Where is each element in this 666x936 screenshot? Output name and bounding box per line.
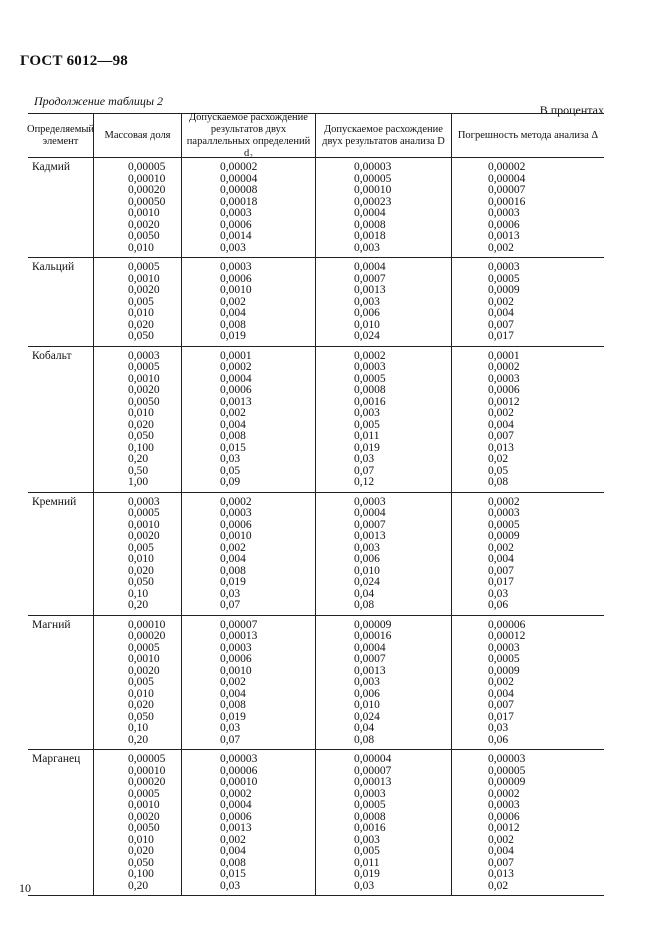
value-cell: 0,0013 [354, 284, 386, 296]
value-cell: 0,007 [488, 318, 514, 331]
delta-column [452, 493, 604, 615]
value-cell: 0,019 [354, 868, 380, 880]
element-name: Кадмий [28, 158, 94, 257]
value-cell: 0,0012 [488, 822, 520, 834]
value-cell: 0,0002 [220, 361, 252, 373]
value-cell: 0,06 [488, 599, 509, 611]
value-cell: 0,00020 [128, 776, 166, 788]
value-cell: 0,0020 [128, 384, 160, 396]
value-cell: 0,0006 [488, 218, 520, 231]
value-cell: 0,003 [354, 676, 380, 688]
value-cell: 0,00007 [220, 618, 258, 631]
value-cell: 0,015 [220, 441, 246, 454]
value-cell: 0,07 [220, 733, 241, 746]
value-cell: 0,013 [488, 868, 514, 880]
header-delta: Погрешность метода анализа Δ [457, 129, 599, 141]
value-cell: 0,03 [220, 879, 241, 892]
value-cell: 0,015 [220, 868, 246, 880]
value-cell: 0,00018 [220, 195, 258, 208]
value-cell: 0,002 [220, 295, 246, 308]
value-cell: 0,0004 [354, 207, 386, 219]
value-cell: 0,00002 [220, 161, 258, 173]
value-cell: 0,02 [488, 453, 509, 465]
value-cell: 0,004 [488, 687, 514, 700]
value-cell: 0,00010 [128, 172, 166, 185]
value-cell: 0,010 [128, 553, 154, 565]
value-cell: 0,005 [128, 676, 154, 688]
value-cell: 0,100 [128, 868, 154, 880]
value-cell: 0,0004 [220, 372, 252, 385]
value-cell: 0,0003 [488, 799, 520, 811]
value-cell: 0,017 [488, 576, 514, 588]
value-cell: 0,017 [488, 710, 514, 723]
value-cell: 0,0006 [220, 384, 252, 396]
value-cell: 0,0006 [488, 810, 520, 823]
value-cell: 0,002 [488, 676, 514, 688]
value-cell: 0,0003 [128, 349, 160, 362]
d2-column [182, 158, 316, 257]
d2-column [182, 347, 316, 492]
value-cell: 0,00007 [488, 184, 526, 196]
value-cell: 0,008 [220, 564, 246, 577]
value-cell: 0,010 [354, 564, 380, 577]
value-cell: 0,0013 [220, 395, 252, 408]
D-column [316, 750, 452, 895]
value-cell: 0,00013 [220, 630, 258, 642]
page-number: 10 [19, 881, 31, 895]
value-cell: 0,0008 [354, 218, 386, 231]
value-cell: 0,0003 [488, 261, 520, 273]
value-cell: 0,020 [128, 699, 154, 711]
value-cell: 0,0005 [488, 518, 520, 531]
value-cell: 0,0006 [220, 653, 252, 665]
value-cell: 0,0003 [354, 787, 386, 800]
value-cell: 0,002 [220, 407, 246, 419]
value-cell: 0,0003 [488, 507, 520, 519]
value-cell: 0,0016 [354, 822, 386, 834]
value-cell: 0,20 [128, 733, 149, 746]
value-cell: 0,0007 [354, 518, 386, 531]
fraction-column [94, 750, 182, 895]
value-cell: 0,00003 [488, 753, 526, 765]
value-cell: 0,0050 [128, 395, 160, 408]
value-cell: 0,019 [220, 576, 246, 588]
value-cell: 0,00020 [128, 630, 166, 642]
value-cell: 0,00013 [354, 776, 392, 788]
value-cell: 0,00007 [354, 764, 392, 777]
value-cell: 0,00005 [128, 161, 166, 173]
value-cell: 0,0003 [354, 495, 386, 508]
value-cell: 0,0005 [128, 641, 160, 654]
value-cell: 0,010 [128, 687, 154, 700]
value-cell: 0,005 [128, 295, 154, 308]
value-cell: 0,020 [128, 845, 154, 857]
value-cell: 0,0012 [488, 395, 520, 408]
value-cell: 0,0010 [128, 653, 160, 665]
value-cell: 0,00010 [128, 618, 166, 631]
element-name: Марганец [28, 750, 94, 895]
value-cell: 0,20 [128, 453, 149, 465]
value-cell: 0,0003 [220, 207, 252, 219]
value-cell: 0,05 [220, 464, 241, 477]
value-cell: 0,0003 [488, 207, 520, 219]
value-cell: 0,008 [220, 856, 246, 869]
value-cell: 0,0003 [220, 261, 252, 273]
element-group-row [28, 347, 604, 493]
value-cell: 0,0020 [128, 810, 160, 823]
element-group-row [28, 258, 604, 347]
value-cell: 0,00006 [220, 764, 258, 777]
value-cell: 0,0013 [220, 822, 252, 834]
D-column [316, 493, 452, 615]
value-cell: 0,00005 [354, 172, 392, 185]
value-cell: 0,004 [220, 307, 246, 319]
value-cell: 0,0004 [220, 799, 252, 811]
value-cell: 0,003 [354, 541, 380, 554]
value-cell: 0,004 [220, 418, 246, 431]
d2-column [182, 750, 316, 895]
value-cell: 0,03 [354, 879, 375, 892]
value-cell: 0,0005 [354, 799, 386, 811]
value-cell: 0,0003 [354, 361, 386, 373]
value-cell: 0,03 [220, 722, 241, 734]
value-cell: 0,00010 [128, 764, 166, 777]
value-cell: 0,0006 [220, 810, 252, 823]
delta-column [452, 158, 604, 257]
delta-column [452, 616, 604, 750]
table-body [28, 158, 604, 896]
element-name: Магний [28, 616, 94, 750]
value-cell: 0,003 [354, 833, 380, 846]
value-cell: 0,0002 [220, 495, 252, 508]
value-cell: 0,0002 [488, 787, 520, 800]
value-cell: 0,004 [488, 553, 514, 565]
value-cell: 1,00 [128, 476, 149, 488]
table-header-row [26, 111, 604, 159]
element-name: Кобальт [28, 347, 94, 492]
value-cell: 0,00005 [488, 764, 526, 777]
header-D: Допускаемое расхождение двух результатов анализа D [316, 114, 452, 157]
value-cell: 0,004 [488, 845, 514, 857]
value-cell: 0,011 [354, 430, 380, 442]
value-cell: 0,0005 [128, 261, 160, 273]
value-cell: 0,00003 [220, 753, 258, 765]
header-mass-fraction: Массовая доля [94, 114, 182, 157]
value-cell: 0,0010 [128, 272, 160, 285]
value-cell: 0,0006 [220, 218, 252, 231]
value-cell: 0,0002 [488, 361, 520, 373]
value-cell: 0,005 [128, 541, 154, 554]
value-cell: 0,050 [128, 710, 154, 723]
units-note: В процентах [539, 103, 604, 117]
value-cell: 0,100 [128, 441, 154, 454]
value-cell: 0,0010 [220, 530, 252, 542]
value-cell: 0,0003 [488, 372, 520, 385]
value-cell: 0,020 [128, 418, 154, 431]
value-cell: 0,0005 [128, 787, 160, 800]
d2-column [182, 616, 316, 750]
value-cell: 0,0014 [220, 230, 252, 242]
value-cell: 0,050 [128, 576, 154, 588]
value-cell: 0,0020 [128, 530, 160, 542]
value-cell: 0,0010 [128, 372, 160, 385]
value-cell: 0,0020 [128, 218, 160, 231]
value-cell: 0,002 [220, 833, 246, 846]
value-cell: 0,0009 [488, 530, 520, 542]
value-cell: 0,006 [354, 553, 380, 565]
value-cell: 0,00006 [488, 618, 526, 631]
value-cell: 0,00010 [354, 184, 392, 196]
value-cell: 0,00002 [488, 161, 526, 173]
value-cell: 0,12 [354, 476, 375, 488]
delta-column [452, 750, 604, 895]
value-cell: 0,08 [354, 733, 375, 746]
value-cell: 0,0020 [128, 664, 160, 677]
value-cell: 0,024 [354, 576, 380, 588]
value-cell: 0,024 [354, 710, 380, 723]
value-cell: 0,0010 [128, 799, 160, 811]
value-cell: 0,007 [488, 430, 514, 442]
D-column [316, 616, 452, 750]
value-cell: 0,0004 [354, 507, 386, 519]
value-cell: 0,03 [220, 453, 241, 465]
value-cell: 0,04 [354, 722, 375, 734]
element-group-row [28, 616, 604, 751]
value-cell: 0,00008 [220, 184, 258, 196]
value-cell: 0,002 [488, 241, 514, 254]
value-cell: 0,019 [220, 330, 246, 342]
D-column [316, 347, 452, 492]
value-cell: 0,003 [220, 241, 246, 254]
value-cell: 0,00010 [220, 776, 258, 788]
value-cell: 0,03 [488, 587, 509, 600]
D-column [316, 258, 452, 346]
value-cell: 0,0002 [220, 787, 252, 800]
value-cell: 0,020 [128, 564, 154, 577]
value-cell: 0,00009 [488, 776, 526, 788]
element-name: Кальций [28, 258, 94, 346]
table-continuation-caption: Продолжение таблицы 2 [34, 94, 164, 108]
value-cell: 0,002 [220, 676, 246, 688]
value-cell: 0,010 [128, 833, 154, 846]
data-table [28, 113, 604, 896]
value-cell: 0,0013 [354, 664, 386, 677]
value-cell: 0,003 [354, 241, 380, 254]
value-cell: 0,00003 [354, 161, 392, 173]
value-cell: 0,006 [354, 687, 380, 700]
value-cell: 0,011 [354, 856, 380, 869]
value-cell: 0,09 [220, 476, 241, 488]
value-cell: 0,00009 [354, 618, 392, 631]
value-cell: 0,007 [488, 856, 514, 869]
value-cell: 0,00004 [220, 172, 258, 185]
value-cell: 0,0001 [488, 349, 520, 362]
fraction-column [94, 616, 182, 750]
value-cell: 0,024 [354, 330, 380, 342]
value-cell: 0,0020 [128, 284, 160, 296]
value-cell: 0,00023 [354, 195, 392, 208]
D-column [316, 158, 452, 257]
value-cell: 0,0013 [488, 230, 520, 242]
value-cell: 0,020 [128, 318, 154, 331]
value-cell: 0,03 [488, 722, 509, 734]
fraction-column [94, 258, 182, 346]
value-cell: 0,0003 [128, 495, 160, 508]
value-cell: 0,0005 [488, 272, 520, 285]
value-cell: 0,0007 [354, 272, 386, 285]
d2-column [182, 258, 316, 346]
value-cell: 0,0005 [488, 653, 520, 665]
value-cell: 0,0050 [128, 230, 160, 242]
value-cell: 0,010 [128, 307, 154, 319]
value-cell: 0,0010 [220, 284, 252, 296]
value-cell: 0,019 [220, 710, 246, 723]
value-cell: 0,0018 [354, 230, 386, 242]
value-cell: 0,010 [354, 699, 380, 711]
value-cell: 0,03 [354, 453, 375, 465]
value-cell: 0,003 [354, 295, 380, 308]
value-cell: 0,0009 [488, 284, 520, 296]
value-cell: 0,0008 [354, 384, 386, 396]
value-cell: 0,0003 [220, 641, 252, 654]
value-cell: 0,00012 [488, 630, 526, 642]
value-cell: 0,00016 [488, 195, 526, 208]
value-cell: 0,00020 [128, 184, 166, 196]
value-cell: 0,0006 [220, 518, 252, 531]
value-cell: 0,0005 [354, 372, 386, 385]
value-cell: 0,0003 [220, 507, 252, 519]
element-group-row [28, 493, 604, 616]
element-group-row [28, 158, 604, 258]
value-cell: 0,20 [128, 879, 149, 892]
value-cell: 0,010 [128, 241, 154, 254]
value-cell: 0,00004 [488, 172, 526, 185]
element-group-row [28, 750, 604, 896]
value-cell: 0,010 [354, 318, 380, 331]
value-cell: 0,0004 [354, 641, 386, 654]
value-cell: 0,0050 [128, 822, 160, 834]
value-cell: 0,0009 [488, 664, 520, 677]
value-cell: 0,0005 [128, 361, 160, 373]
value-cell: 0,004 [220, 553, 246, 565]
header-element: Определяемый элемент [28, 114, 94, 157]
value-cell: 0,07 [354, 464, 375, 477]
value-cell: 0,004 [220, 845, 246, 857]
value-cell: 0,0001 [220, 349, 252, 362]
delta-column [452, 258, 604, 346]
value-cell: 0,05 [488, 464, 509, 477]
value-cell: 0,0006 [220, 272, 252, 285]
value-cell: 0,002 [488, 833, 514, 846]
value-cell: 0,0002 [354, 349, 386, 362]
value-cell: 0,03 [220, 587, 241, 600]
value-cell: 0,004 [488, 418, 514, 431]
value-cell: 0,02 [488, 879, 509, 892]
value-cell: 0,0013 [354, 530, 386, 542]
value-cell: 0,0016 [354, 395, 386, 408]
value-cell: 0,0010 [128, 518, 160, 531]
value-cell: 0,002 [488, 407, 514, 419]
value-cell: 0,050 [128, 330, 154, 342]
value-cell: 0,50 [128, 464, 149, 477]
value-cell: 0,00005 [128, 753, 166, 765]
value-cell: 0,008 [220, 318, 246, 331]
value-cell: 0,0003 [488, 641, 520, 654]
fraction-column [94, 158, 182, 257]
value-cell: 0,0002 [488, 495, 520, 508]
value-cell: 0,013 [488, 441, 514, 454]
value-cell: 0,002 [220, 541, 246, 554]
value-cell: 0,0010 [128, 207, 160, 219]
value-cell: 0,0006 [488, 384, 520, 396]
value-cell: 0,20 [128, 599, 149, 611]
delta-column [452, 347, 604, 492]
value-cell: 0,00016 [354, 630, 392, 642]
value-cell: 0,07 [220, 599, 241, 611]
value-cell: 0,0005 [128, 507, 160, 519]
value-cell: 0,005 [354, 845, 380, 857]
value-cell: 0,006 [354, 307, 380, 319]
value-cell: 0,007 [488, 564, 514, 577]
value-cell: 0,003 [354, 407, 380, 419]
value-cell: 0,00050 [128, 195, 166, 208]
value-cell: 0,019 [354, 441, 380, 454]
value-cell: 0,0007 [354, 653, 386, 665]
element-name: Кремний [28, 493, 94, 615]
value-cell: 0,00004 [354, 753, 392, 765]
value-cell: 0,0008 [354, 810, 386, 823]
value-cell: 0,005 [354, 418, 380, 431]
value-cell: 0,050 [128, 856, 154, 869]
value-cell: 0,10 [128, 587, 149, 600]
value-cell: 0,017 [488, 330, 514, 342]
value-cell: 0,007 [488, 699, 514, 711]
fraction-column [94, 493, 182, 615]
value-cell: 0,0004 [354, 261, 386, 273]
value-cell: 0,002 [488, 295, 514, 308]
value-cell: 0,08 [488, 476, 509, 488]
d2-column [182, 493, 316, 615]
header-d2: Допускаемое расхождение результатов двух параллельных определений d₂ [182, 114, 316, 157]
value-cell: 0,06 [488, 733, 509, 746]
document-title: ГОСТ 6012—98 [20, 53, 129, 69]
value-cell: 0,08 [354, 599, 375, 611]
fraction-column [94, 347, 182, 492]
value-cell: 0,002 [488, 541, 514, 554]
value-cell: 0,008 [220, 699, 246, 711]
value-cell: 0,008 [220, 430, 246, 442]
value-cell: 0,010 [128, 407, 154, 419]
value-cell: 0,0010 [220, 664, 252, 677]
value-cell: 0,004 [220, 687, 246, 700]
value-cell: 0,10 [128, 722, 149, 734]
value-cell: 0,004 [488, 307, 514, 319]
value-cell: 0,050 [128, 430, 154, 442]
value-cell: 0,04 [354, 587, 375, 600]
